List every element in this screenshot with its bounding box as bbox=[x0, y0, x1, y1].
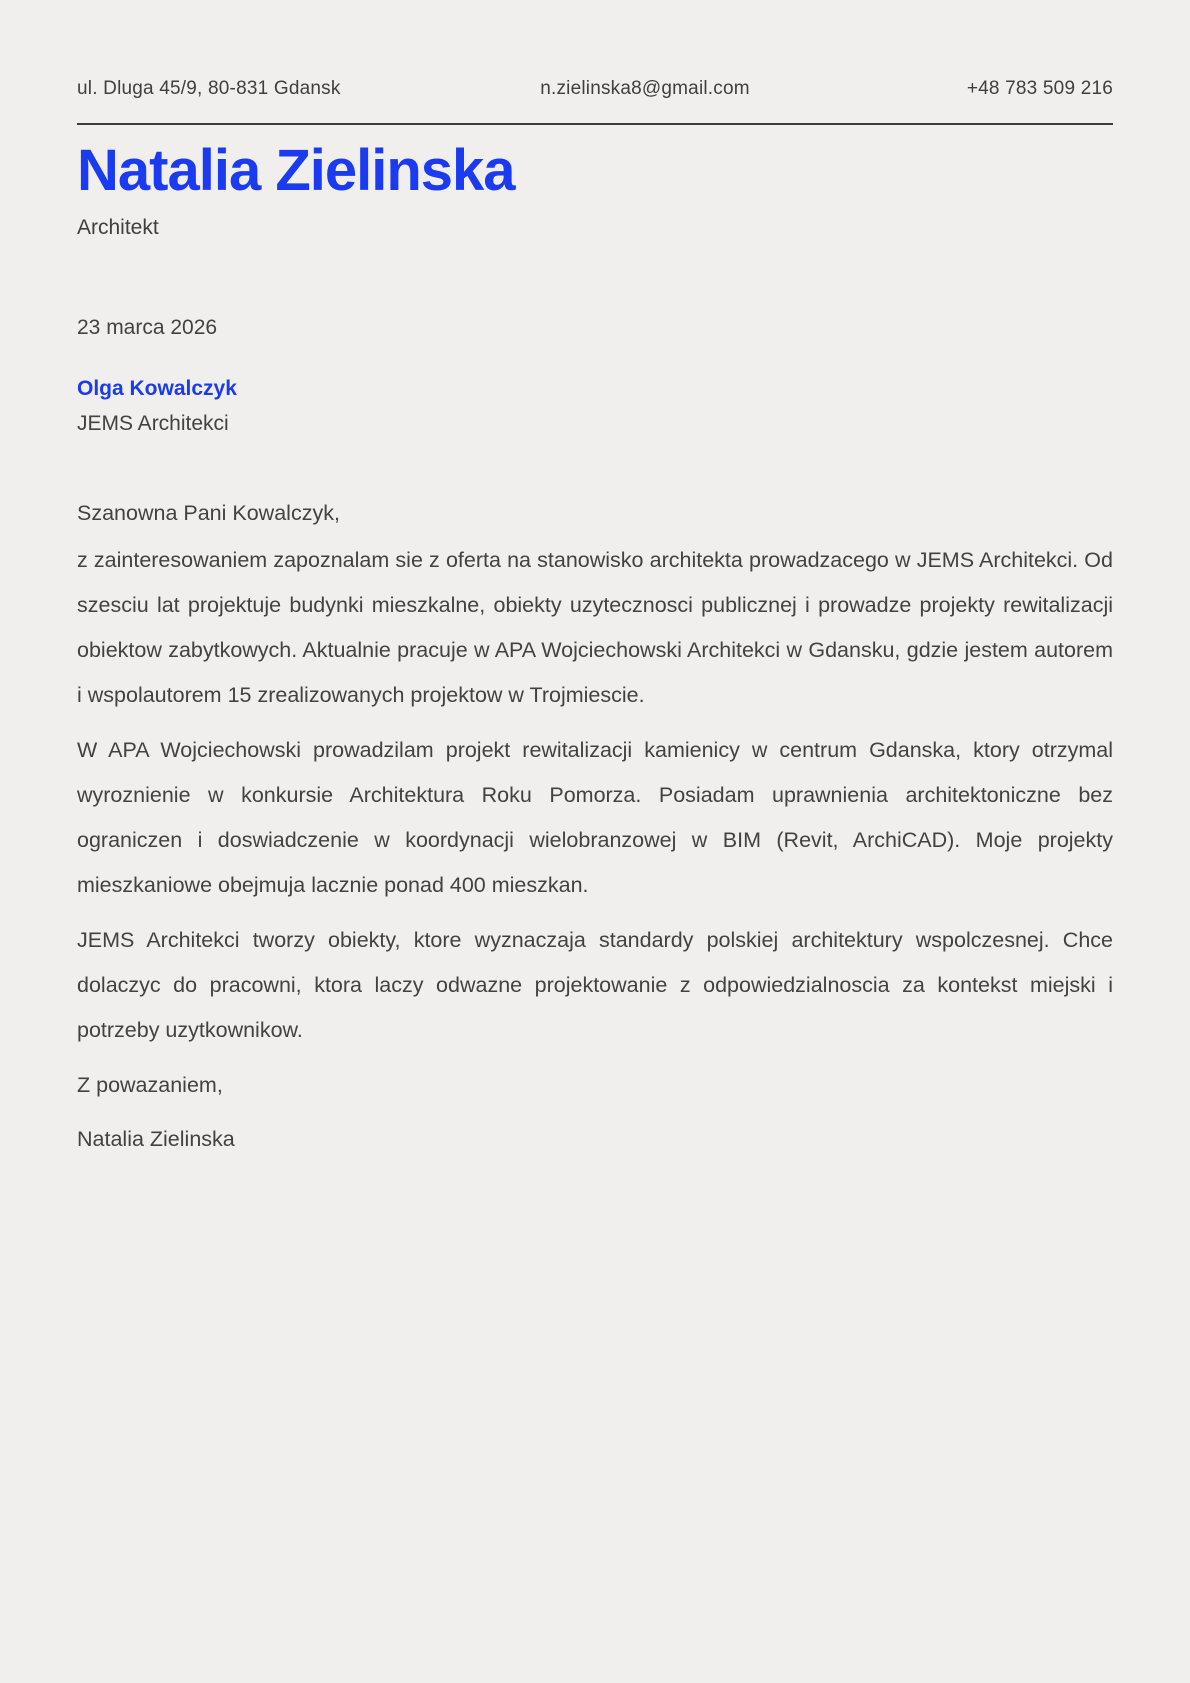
closing: Z powazaniem, bbox=[77, 1072, 223, 1097]
signature: Natalia Zielinska bbox=[77, 1126, 235, 1151]
contact-address: ul. Dluga 45/9, 80-831 Gdansk bbox=[77, 78, 341, 99]
letter-date: 23 marca 2026 bbox=[77, 315, 218, 339]
header-divider bbox=[77, 123, 1113, 125]
recipient-name: Olga Kowalczyk bbox=[77, 376, 237, 400]
contact-email: n.zielinska8@gmail.com bbox=[540, 78, 750, 99]
job-title: Architekt bbox=[77, 215, 159, 239]
contact-header bbox=[77, 78, 1113, 100]
salutation: Szanowna Pani Kowalczyk, bbox=[77, 500, 340, 525]
body-paragraph: z zainteresowaniem zapoznalam sie z oferta na stanowisko architekta prowadzacego w JEMS Architekci. Od szesciu lat projektuje budynki mieszkalne, obiekty uzytecznosci publicznej i prowadze projekty rewitalizacji obiektow zabytkowych. Aktualnie pracuje w APA Wojciechowski Architekci w Gdansku, gdzie jestem autorem i wspolautorem 15 zrealizowanych projektow w Trojmiescie. bbox=[77, 547, 1113, 707]
body-paragraph: W APA Wojciechowski prowadzilam projekt rewitalizacji kamienicy w centrum Gdanska, ktory otrzymal wyroznienie w konkursie Architektura Roku Pomorza. Posiadam uprawnienia architektoniczne bez ograniczen i doswiadczenie w koordynacji wielobranzowej w BIM (Revit, ArchiCAD). Moje projekty mieszkaniowe obejmuja lacznie ponad 400 mieszkan. bbox=[77, 737, 1113, 897]
contact-phone: +48 783 509 216 bbox=[966, 78, 1113, 99]
recipient-company: JEMS Architekci bbox=[77, 411, 229, 435]
body-paragraph: JEMS Architekci tworzy obiekty, ktore wyznaczaja standardy polskiej architektury wspolczesnej. Chce dolaczyc do pracowni, ktora laczy odwazne projektowanie z odpowiedzialnoscia za kontekst miejski i potrzeby uzytkownikow. bbox=[77, 927, 1113, 1042]
page-title: Natalia Zielinska bbox=[77, 138, 515, 203]
letter-body bbox=[77, 491, 1113, 1162]
